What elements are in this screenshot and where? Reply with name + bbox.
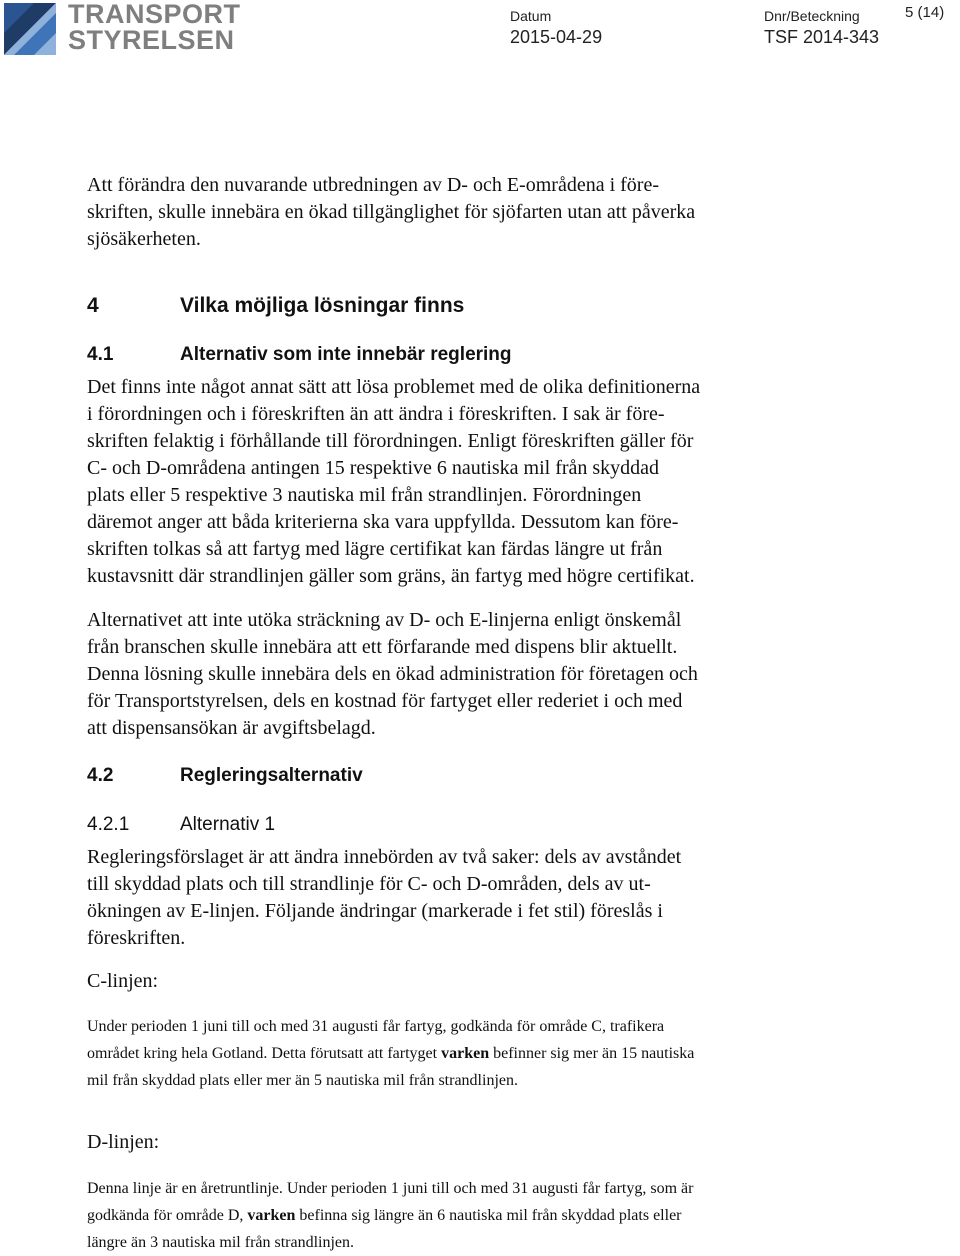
text-span: befinner sig mer än 15 nautiska bbox=[489, 1045, 695, 1062]
text-line: att dispensansökan är avgiftsbelagd. bbox=[87, 717, 376, 739]
section-title: Alternativ som inte innebär reglering bbox=[180, 344, 512, 365]
dnr-label: Dnr/Beteckning bbox=[764, 8, 860, 24]
page-number: 5 (14) bbox=[905, 4, 945, 21]
section-4-2-1-paragraph bbox=[87, 844, 827, 952]
text-line: för Transportstyrelsen, dels en kostnad för fartyget eller rederiet i och med bbox=[87, 690, 683, 712]
intro-paragraph bbox=[87, 172, 827, 253]
section-4-1-paragraph-1 bbox=[87, 374, 827, 590]
c-linjen-text bbox=[87, 1013, 847, 1094]
text-span: godkända för område D, bbox=[87, 1207, 248, 1224]
text-line: mil från skyddad plats eller mer än 5 nautiska mil från strandlinjen. bbox=[87, 1072, 518, 1089]
logo-line-2: STYRELSEN bbox=[68, 25, 235, 55]
section-title: Alternativ 1 bbox=[180, 814, 276, 835]
text-span: området kring hela Gotland. Detta förutsatt att fartyget bbox=[87, 1045, 442, 1062]
section-4-2-1-heading bbox=[87, 814, 275, 836]
section-title: Vilka möjliga lösningar finns bbox=[180, 294, 465, 317]
text-line: C- och D-områdena antingen 15 respektive 6 nautiska mil från skyddad bbox=[87, 457, 660, 479]
d-linjen-label: D-linjen: bbox=[87, 1131, 160, 1153]
d-linjen-text bbox=[87, 1175, 847, 1256]
text-line bbox=[87, 1040, 847, 1067]
text-line: i förordningen och i föreskriften än att ändra i föreskriften. I sak är före- bbox=[87, 403, 665, 425]
text-line: Denna lösning skulle innebära dels en ökad administration för företagen och bbox=[87, 663, 698, 685]
transportstyrelsen-logo bbox=[4, 0, 241, 55]
text-line: Denna linje är en åretruntlinje. Under perioden 1 juni till och med 31 augusti får fartyg, som är bbox=[87, 1180, 694, 1197]
section-number: 4.1 bbox=[87, 344, 114, 365]
text-line: Alternativet att inte utöka sträckning av D- och E-linjerna enligt önskemål bbox=[87, 609, 682, 631]
text-line: Under perioden 1 juni till och med 31 augusti får fartyg, godkända för område C, trafikera bbox=[87, 1018, 665, 1035]
text-line: till skyddad plats och till strandlinje för C- och D-områden, dels av ut- bbox=[87, 873, 651, 895]
text-line: skriften felaktig i förhållande till förordningen. Enligt föreskriften gäller för bbox=[87, 430, 694, 452]
logo-line-1: TRANSPORT bbox=[68, 0, 241, 29]
section-4-heading bbox=[87, 294, 464, 318]
datum-label: Datum bbox=[510, 8, 552, 24]
text-line: däremot anger att båda kriterierna ska vara uppfyllda. Dessutom kan före- bbox=[87, 511, 679, 533]
bold-emphasis: varken bbox=[247, 1207, 296, 1224]
section-4-1-paragraph-2 bbox=[87, 607, 827, 742]
text-line: Regleringsförslaget är att ändra innebörden av två saker: dels av avståndet bbox=[87, 846, 682, 868]
text-line: plats eller 5 respektive 3 nautiska mil från strandlinjen. Förordningen bbox=[87, 484, 642, 506]
text-line: längre än 3 nautiska mil från strandlinjen. bbox=[87, 1234, 355, 1251]
text-line bbox=[87, 1202, 847, 1229]
text-line: kustavsnitt där strandlinjen gäller som gräns, än fartyg med högre certifikat. bbox=[87, 565, 695, 587]
section-title: Regleringsalternativ bbox=[180, 765, 363, 786]
text-line: skriften tolkas så att fartyg med lägre certifikat kan färdas längre ut från bbox=[87, 538, 663, 560]
text-line: föreskriften. bbox=[87, 927, 186, 949]
datum-value: 2015-04-29 bbox=[510, 27, 603, 47]
text-line: Att förändra den nuvarande utbredningen av D- och E-områdena i före- bbox=[87, 174, 659, 196]
bold-emphasis: varken bbox=[441, 1045, 490, 1062]
text-line: från branschen skulle innebära att ett förfarande med dispens blir aktuellt. bbox=[87, 636, 678, 658]
logo-mark-icon bbox=[4, 3, 56, 55]
section-number: 4.2 bbox=[87, 765, 114, 786]
c-linjen-label: C-linjen: bbox=[87, 970, 159, 992]
text-line: skriften, skulle innebära en ökad tillgänglighet för sjöfarten utan att påverka bbox=[87, 201, 696, 223]
logo-wordmark bbox=[68, 1, 241, 53]
section-4-2-heading bbox=[87, 765, 363, 787]
section-4-1-heading bbox=[87, 344, 512, 366]
section-number: 4.2.1 bbox=[87, 814, 130, 835]
text-span: befinna sig längre än 6 nautiska mil från skyddad plats eller bbox=[295, 1207, 682, 1224]
text-line: sjösäkerheten. bbox=[87, 228, 201, 250]
dnr-value: TSF 2014-343 bbox=[764, 27, 880, 47]
text-line: Det finns inte något annat sätt att lösa problemet med de olika definitionerna bbox=[87, 376, 701, 398]
text-line: ökningen av E-linjen. Följande ändringar (markerade i fet stil) föreslås i bbox=[87, 900, 663, 922]
section-number: 4 bbox=[87, 294, 99, 317]
